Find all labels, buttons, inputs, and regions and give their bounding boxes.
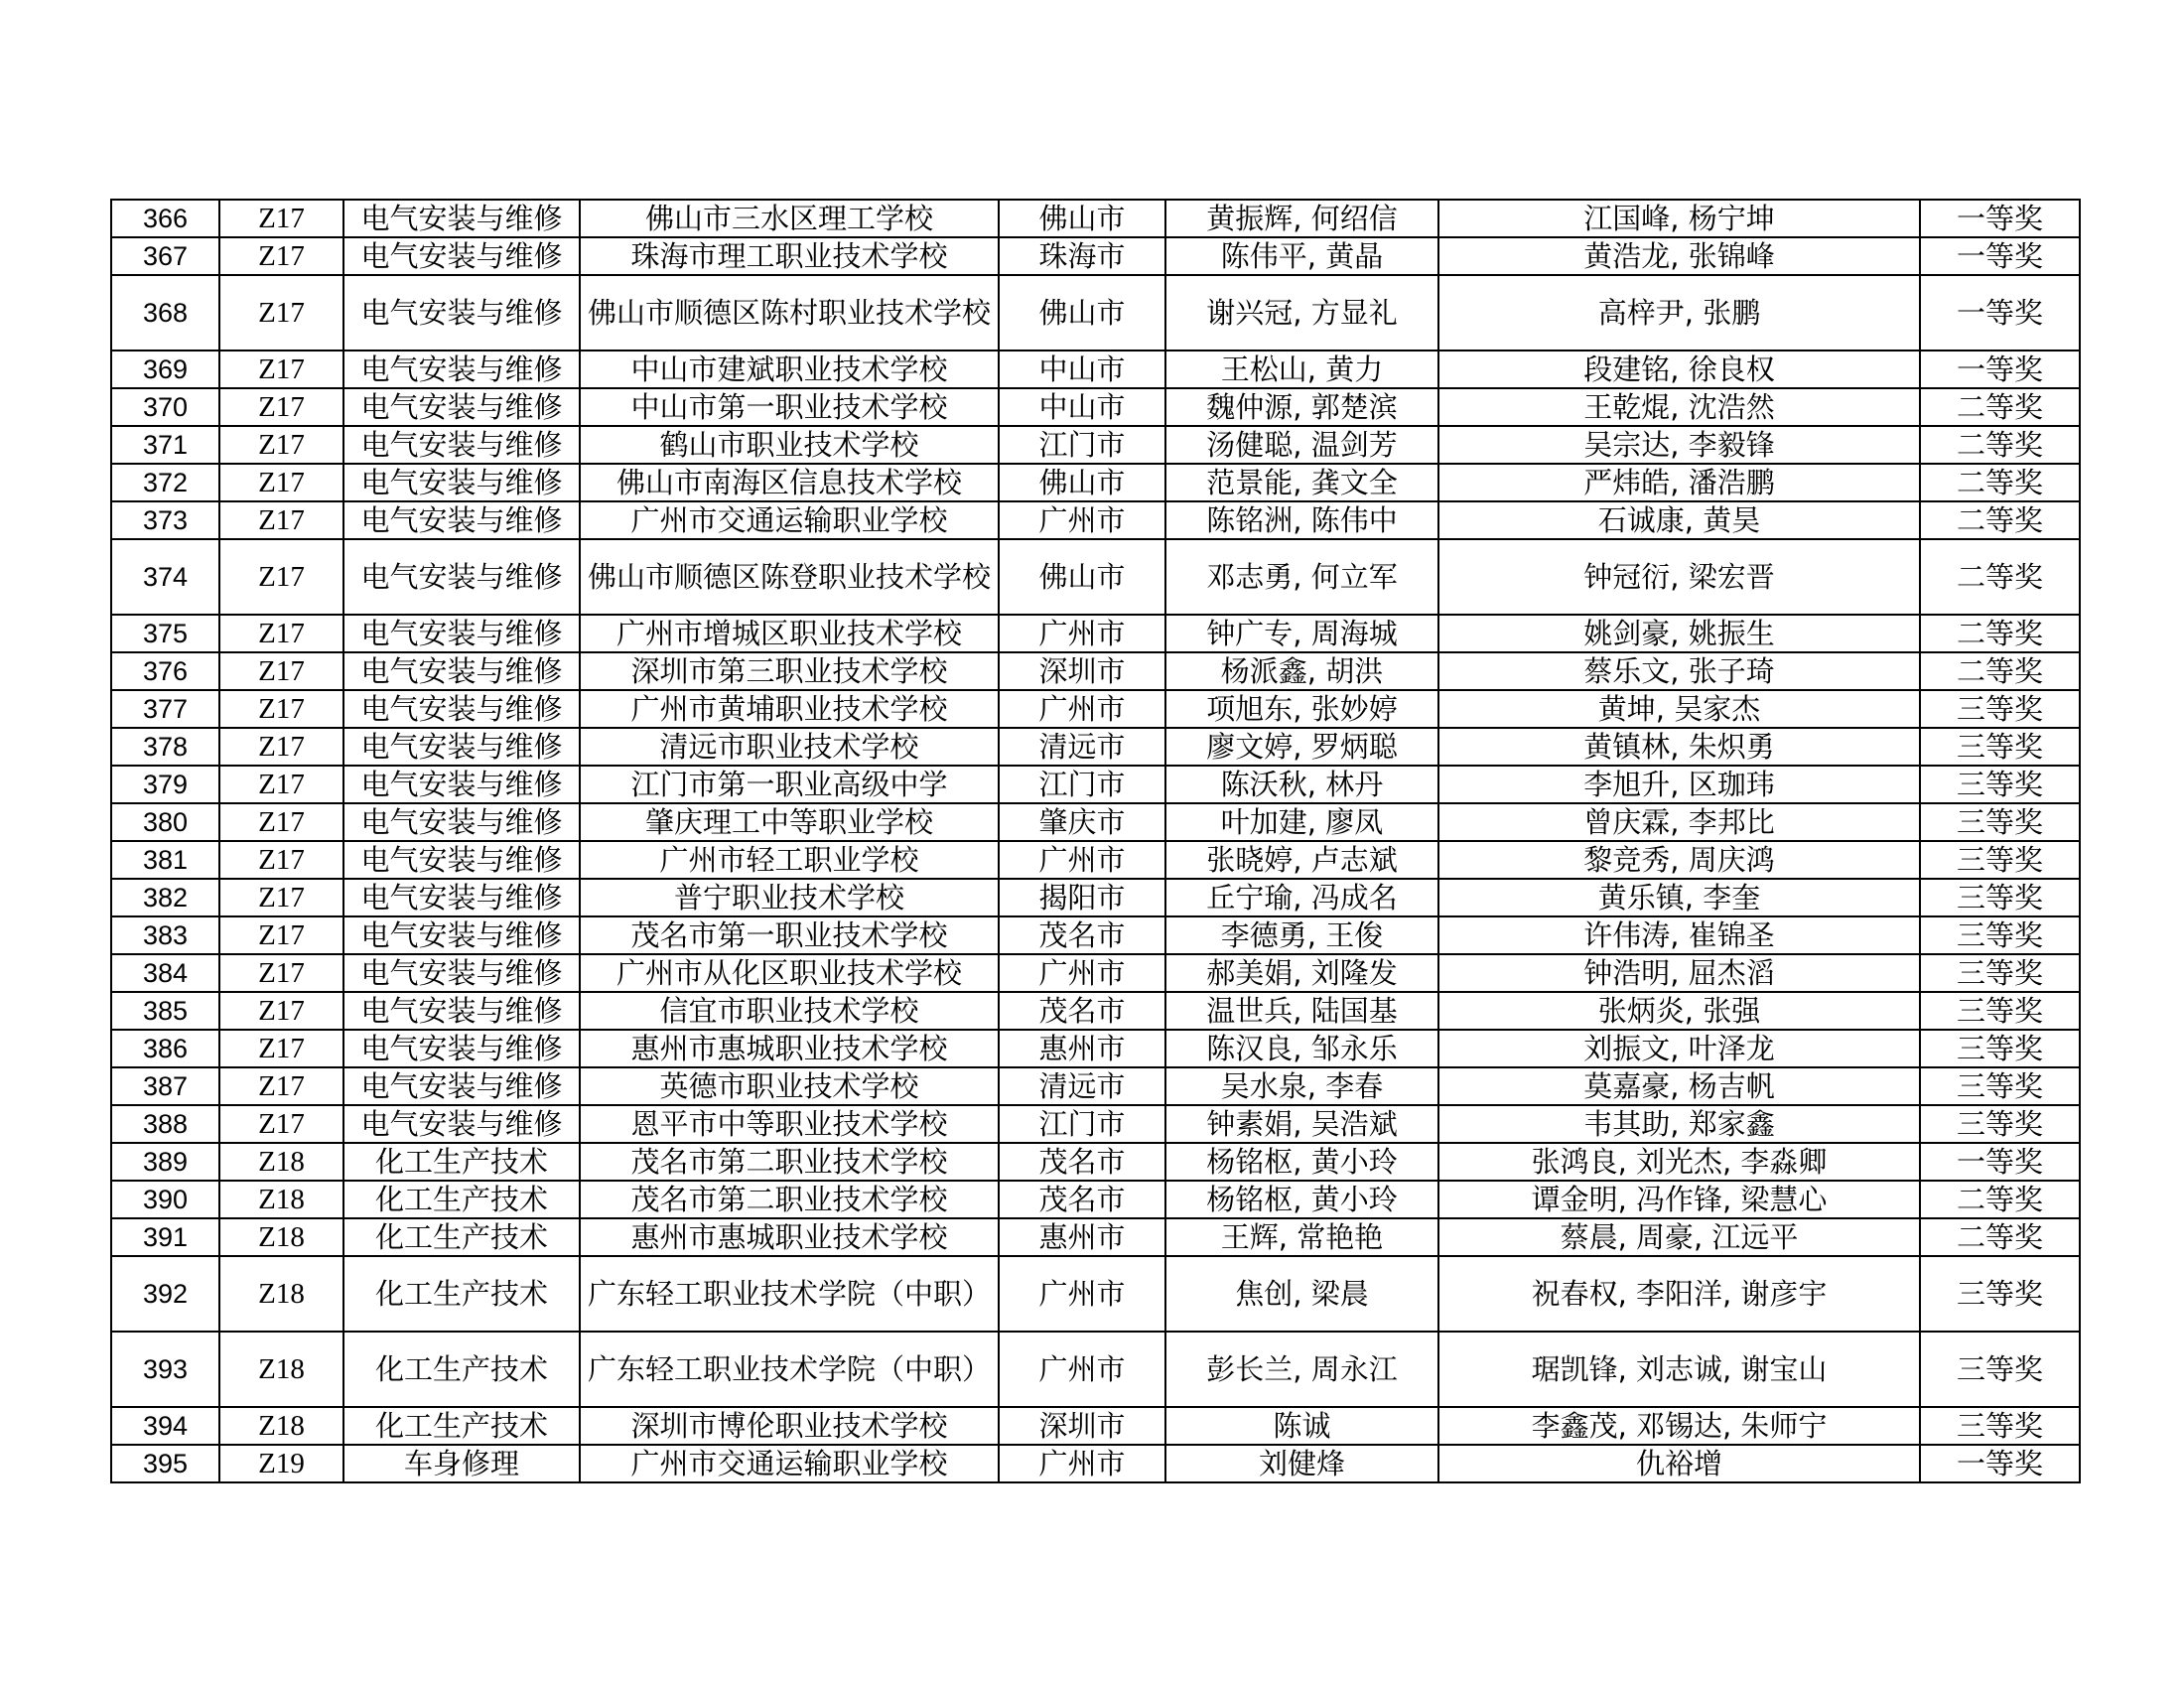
city-name: 广州市 [999,1256,1165,1332]
award-results-table [110,199,2081,1483]
event-name: 电气安装与维修 [343,615,580,652]
city-name: 广州市 [999,1445,1165,1482]
event-code: Z18 [219,1143,343,1181]
student-names: 高梓尹, 张鹏 [1438,275,1920,351]
award-level: 三等奖 [1920,1067,2080,1105]
school-name: 清远市职业技术学校 [580,728,999,766]
instructor-names: 陈伟平, 黄晶 [1165,237,1438,275]
school-name: 广州市增城区职业技术学校 [580,615,999,652]
school-name: 佛山市南海区信息技术学校 [580,464,999,501]
event-code: Z18 [219,1181,343,1218]
city-name: 肇庆市 [999,803,1165,841]
instructor-names: 黄振辉, 何绍信 [1165,200,1438,237]
city-name: 佛山市 [999,200,1165,237]
award-level: 三等奖 [1920,879,2080,916]
student-names: 许伟涛, 崔锦圣 [1438,916,1920,954]
city-name: 深圳市 [999,652,1165,690]
table-row [111,1030,2080,1067]
event-code: Z17 [219,1105,343,1143]
school-name: 恩平市中等职业技术学校 [580,1105,999,1143]
school-name: 广东轻工职业技术学院（中职） [580,1256,999,1332]
city-name: 惠州市 [999,1218,1165,1256]
city-name: 广州市 [999,690,1165,728]
city-name: 佛山市 [999,464,1165,501]
instructor-names: 王松山, 黄力 [1165,351,1438,388]
event-code: Z17 [219,237,343,275]
student-names: 姚剑豪, 姚振生 [1438,615,1920,652]
row-number: 390 [111,1181,219,1218]
award-level: 三等奖 [1920,954,2080,992]
event-name: 电气安装与维修 [343,879,580,916]
event-name: 电气安装与维修 [343,388,580,426]
award-level: 三等奖 [1920,766,2080,803]
award-level: 二等奖 [1920,1218,2080,1256]
instructor-names: 焦创, 梁晨 [1165,1256,1438,1332]
event-name: 化工生产技术 [343,1332,580,1407]
event-code: Z17 [219,652,343,690]
award-level: 三等奖 [1920,1407,2080,1445]
student-names: 黄乐镇, 李奎 [1438,879,1920,916]
school-name: 广州市从化区职业技术学校 [580,954,999,992]
event-name: 电气安装与维修 [343,426,580,464]
event-name: 电气安装与维修 [343,652,580,690]
instructor-names: 廖文婷, 罗炳聪 [1165,728,1438,766]
event-name: 电气安装与维修 [343,992,580,1030]
school-name: 鹤山市职业技术学校 [580,426,999,464]
city-name: 广州市 [999,1332,1165,1407]
table-row [111,916,2080,954]
event-code: Z17 [219,954,343,992]
table-row [111,1407,2080,1445]
student-names: 曾庆霖, 李邦比 [1438,803,1920,841]
table-row [111,1218,2080,1256]
city-name: 广州市 [999,501,1165,539]
award-level: 二等奖 [1920,464,2080,501]
table-row [111,1256,2080,1332]
school-name: 茂名市第二职业技术学校 [580,1181,999,1218]
award-level: 三等奖 [1920,690,2080,728]
school-name: 普宁职业技术学校 [580,879,999,916]
row-number: 381 [111,841,219,879]
row-number: 377 [111,690,219,728]
event-name: 化工生产技术 [343,1256,580,1332]
event-name: 电气安装与维修 [343,803,580,841]
table-row [111,615,2080,652]
city-name: 江门市 [999,766,1165,803]
student-names: 莫嘉豪, 杨吉帆 [1438,1067,1920,1105]
student-names: 黄坤, 吴家杰 [1438,690,1920,728]
city-name: 江门市 [999,426,1165,464]
table-row [111,200,2080,237]
award-level: 三等奖 [1920,1332,2080,1407]
award-level: 二等奖 [1920,388,2080,426]
row-number: 375 [111,615,219,652]
event-code: Z17 [219,690,343,728]
student-names: 蔡乐文, 张子琦 [1438,652,1920,690]
award-level: 二等奖 [1920,615,2080,652]
event-name: 电气安装与维修 [343,954,580,992]
school-name: 惠州市惠城职业技术学校 [580,1030,999,1067]
school-name: 惠州市惠城职业技术学校 [580,1218,999,1256]
table-row [111,539,2080,615]
table-row [111,992,2080,1030]
instructor-names: 汤健聪, 温剑芳 [1165,426,1438,464]
school-name: 中山市建斌职业技术学校 [580,351,999,388]
row-number: 395 [111,1445,219,1482]
instructor-names: 叶加建, 廖凤 [1165,803,1438,841]
award-level: 一等奖 [1920,351,2080,388]
row-number: 384 [111,954,219,992]
row-number: 391 [111,1218,219,1256]
table-row [111,652,2080,690]
instructor-names: 吴水泉, 李春 [1165,1067,1438,1105]
school-name: 佛山市顺德区陈村职业技术学校 [580,275,999,351]
instructor-names: 陈沃秋, 林丹 [1165,766,1438,803]
student-names: 蔡晨, 周豪, 江远平 [1438,1218,1920,1256]
event-name: 电气安装与维修 [343,539,580,615]
instructor-names: 杨派鑫, 胡洪 [1165,652,1438,690]
student-names: 祝春权, 李阳洋, 谢彦宇 [1438,1256,1920,1332]
school-name: 珠海市理工职业技术学校 [580,237,999,275]
city-name: 深圳市 [999,1407,1165,1445]
instructor-names: 钟广专, 周海城 [1165,615,1438,652]
row-number: 379 [111,766,219,803]
school-name: 江门市第一职业高级中学 [580,766,999,803]
table-row [111,1105,2080,1143]
row-number: 380 [111,803,219,841]
row-number: 388 [111,1105,219,1143]
instructor-names: 项旭东, 张妙婷 [1165,690,1438,728]
instructor-names: 刘健烽 [1165,1445,1438,1482]
school-name: 深圳市博伦职业技术学校 [580,1407,999,1445]
row-number: 373 [111,501,219,539]
instructor-names: 杨铭枢, 黄小玲 [1165,1143,1438,1181]
school-name: 广州市交通运输职业学校 [580,501,999,539]
event-name: 电气安装与维修 [343,1105,580,1143]
city-name: 佛山市 [999,275,1165,351]
student-names: 李鑫茂, 邓锡达, 朱师宁 [1438,1407,1920,1445]
school-name: 英德市职业技术学校 [580,1067,999,1105]
student-names: 刘振文, 叶泽龙 [1438,1030,1920,1067]
school-name: 肇庆理工中等职业学校 [580,803,999,841]
event-name: 车身修理 [343,1445,580,1482]
event-name: 电气安装与维修 [343,501,580,539]
row-number: 383 [111,916,219,954]
city-name: 广州市 [999,954,1165,992]
row-number: 392 [111,1256,219,1332]
award-level: 二等奖 [1920,1181,2080,1218]
student-names: 钟浩明, 屈杰滔 [1438,954,1920,992]
instructor-names: 谢兴冠, 方显礼 [1165,275,1438,351]
table-body [111,200,2080,1482]
school-name: 中山市第一职业技术学校 [580,388,999,426]
event-code: Z17 [219,275,343,351]
event-name: 化工生产技术 [343,1218,580,1256]
event-code: Z18 [219,1332,343,1407]
table-row [111,766,2080,803]
city-name: 茂名市 [999,992,1165,1030]
student-names: 黎竞秀, 周庆鸿 [1438,841,1920,879]
event-name: 电气安装与维修 [343,1067,580,1105]
row-number: 394 [111,1407,219,1445]
city-name: 中山市 [999,351,1165,388]
event-code: Z17 [219,916,343,954]
table-row [111,426,2080,464]
row-number: 376 [111,652,219,690]
event-code: Z17 [219,841,343,879]
table-row [111,388,2080,426]
city-name: 清远市 [999,1067,1165,1105]
table-row [111,1181,2080,1218]
row-number: 374 [111,539,219,615]
school-name: 茂名市第二职业技术学校 [580,1143,999,1181]
student-names: 张鸿良, 刘光杰, 李淼卿 [1438,1143,1920,1181]
event-name: 电气安装与维修 [343,728,580,766]
event-name: 电气安装与维修 [343,1030,580,1067]
award-level: 三等奖 [1920,992,2080,1030]
table-row [111,351,2080,388]
row-number: 378 [111,728,219,766]
student-names: 韦其助, 郑家鑫 [1438,1105,1920,1143]
event-name: 电气安装与维修 [343,690,580,728]
row-number: 370 [111,388,219,426]
instructor-names: 彭长兰, 周永江 [1165,1332,1438,1407]
school-name: 佛山市三水区理工学校 [580,200,999,237]
instructor-names: 魏仲源, 郭楚滨 [1165,388,1438,426]
row-number: 382 [111,879,219,916]
event-code: Z17 [219,766,343,803]
table-row [111,690,2080,728]
student-names: 黄浩龙, 张锦峰 [1438,237,1920,275]
event-code: Z17 [219,464,343,501]
event-name: 化工生产技术 [343,1181,580,1218]
table-row [111,464,2080,501]
student-names: 王乾焜, 沈浩然 [1438,388,1920,426]
table-row [111,1445,2080,1482]
event-name: 电气安装与维修 [343,464,580,501]
event-code: Z17 [219,615,343,652]
instructor-names: 范景能, 龚文全 [1165,464,1438,501]
city-name: 江门市 [999,1105,1165,1143]
student-names: 张炳炎, 张强 [1438,992,1920,1030]
instructor-names: 杨铭枢, 黄小玲 [1165,1181,1438,1218]
school-name: 广州市轻工职业学校 [580,841,999,879]
event-code: Z18 [219,1407,343,1445]
row-number: 366 [111,200,219,237]
event-code: Z17 [219,879,343,916]
event-code: Z17 [219,728,343,766]
award-level: 二等奖 [1920,539,2080,615]
row-number: 387 [111,1067,219,1105]
event-code: Z17 [219,501,343,539]
city-name: 茂名市 [999,1181,1165,1218]
table-row [111,1143,2080,1181]
event-name: 化工生产技术 [343,1143,580,1181]
school-name: 广州市交通运输职业学校 [580,1445,999,1482]
city-name: 中山市 [999,388,1165,426]
award-level: 一等奖 [1920,1445,2080,1482]
award-level: 三等奖 [1920,728,2080,766]
award-level: 三等奖 [1920,841,2080,879]
event-code: Z17 [219,803,343,841]
student-names: 谭金明, 冯作锋, 梁慧心 [1438,1181,1920,1218]
award-level: 三等奖 [1920,916,2080,954]
award-level: 二等奖 [1920,652,2080,690]
school-name: 深圳市第三职业技术学校 [580,652,999,690]
table-row [111,501,2080,539]
event-code: Z18 [219,1218,343,1256]
event-code: Z17 [219,539,343,615]
award-level: 二等奖 [1920,426,2080,464]
school-name: 广东轻工职业技术学院（中职） [580,1332,999,1407]
award-level: 一等奖 [1920,200,2080,237]
row-number: 371 [111,426,219,464]
student-names: 黄镇林, 朱炽勇 [1438,728,1920,766]
instructor-names: 钟素娟, 吴浩斌 [1165,1105,1438,1143]
event-code: Z17 [219,1067,343,1105]
city-name: 茂名市 [999,916,1165,954]
table-row [111,275,2080,351]
row-number: 386 [111,1030,219,1067]
award-level: 三等奖 [1920,803,2080,841]
student-names: 李旭升, 区珈玮 [1438,766,1920,803]
row-number: 367 [111,237,219,275]
event-code: Z17 [219,426,343,464]
event-code: Z18 [219,1256,343,1332]
instructor-names: 丘宁瑜, 冯成名 [1165,879,1438,916]
table-row [111,841,2080,879]
student-names: 钟冠衍, 梁宏晋 [1438,539,1920,615]
instructor-names: 温世兵, 陆国基 [1165,992,1438,1030]
city-name: 惠州市 [999,1030,1165,1067]
event-name: 电气安装与维修 [343,916,580,954]
instructor-names: 陈汉良, 邹永乐 [1165,1030,1438,1067]
event-name: 电气安装与维修 [343,275,580,351]
row-number: 369 [111,351,219,388]
city-name: 揭阳市 [999,879,1165,916]
student-names: 石诚康, 黄昊 [1438,501,1920,539]
row-number: 372 [111,464,219,501]
event-code: Z17 [219,200,343,237]
row-number: 385 [111,992,219,1030]
event-name: 化工生产技术 [343,1407,580,1445]
award-level: 三等奖 [1920,1105,2080,1143]
row-number: 393 [111,1332,219,1407]
instructor-names: 邓志勇, 何立军 [1165,539,1438,615]
school-name: 广州市黄埔职业技术学校 [580,690,999,728]
instructor-names: 郝美娟, 刘隆发 [1165,954,1438,992]
event-code: Z17 [219,992,343,1030]
student-names: 吴宗达, 李毅锋 [1438,426,1920,464]
instructor-names: 张晓婷, 卢志斌 [1165,841,1438,879]
table-row [111,728,2080,766]
school-name: 佛山市顺德区陈登职业技术学校 [580,539,999,615]
city-name: 茂名市 [999,1143,1165,1181]
table-row [111,1067,2080,1105]
event-code: Z17 [219,388,343,426]
city-name: 珠海市 [999,237,1165,275]
event-name: 电气安装与维修 [343,841,580,879]
event-code: Z17 [219,1030,343,1067]
award-level: 三等奖 [1920,1030,2080,1067]
row-number: 389 [111,1143,219,1181]
award-level: 一等奖 [1920,1143,2080,1181]
event-code: Z17 [219,351,343,388]
instructor-names: 陈诚 [1165,1407,1438,1445]
event-name: 电气安装与维修 [343,237,580,275]
student-names: 江国峰, 杨宁坤 [1438,200,1920,237]
city-name: 清远市 [999,728,1165,766]
student-names: 琚凯锋, 刘志诚, 谢宝山 [1438,1332,1920,1407]
award-level: 一等奖 [1920,275,2080,351]
school-name: 信宜市职业技术学校 [580,992,999,1030]
student-names: 严炜皓, 潘浩鹏 [1438,464,1920,501]
table-row [111,879,2080,916]
event-name: 电气安装与维修 [343,351,580,388]
table-row [111,803,2080,841]
row-number: 368 [111,275,219,351]
award-level: 一等奖 [1920,237,2080,275]
city-name: 广州市 [999,841,1165,879]
event-name: 电气安装与维修 [343,766,580,803]
student-names: 段建铭, 徐良权 [1438,351,1920,388]
table-row [111,237,2080,275]
city-name: 广州市 [999,615,1165,652]
event-code: Z19 [219,1445,343,1482]
instructor-names: 王辉, 常艳艳 [1165,1218,1438,1256]
school-name: 茂名市第一职业技术学校 [580,916,999,954]
instructor-names: 李德勇, 王俊 [1165,916,1438,954]
city-name: 佛山市 [999,539,1165,615]
table-row [111,1332,2080,1407]
award-level: 三等奖 [1920,1256,2080,1332]
award-level: 二等奖 [1920,501,2080,539]
event-name: 电气安装与维修 [343,200,580,237]
student-names: 仇裕增 [1438,1445,1920,1482]
instructor-names: 陈铭洲, 陈伟中 [1165,501,1438,539]
table-row [111,954,2080,992]
